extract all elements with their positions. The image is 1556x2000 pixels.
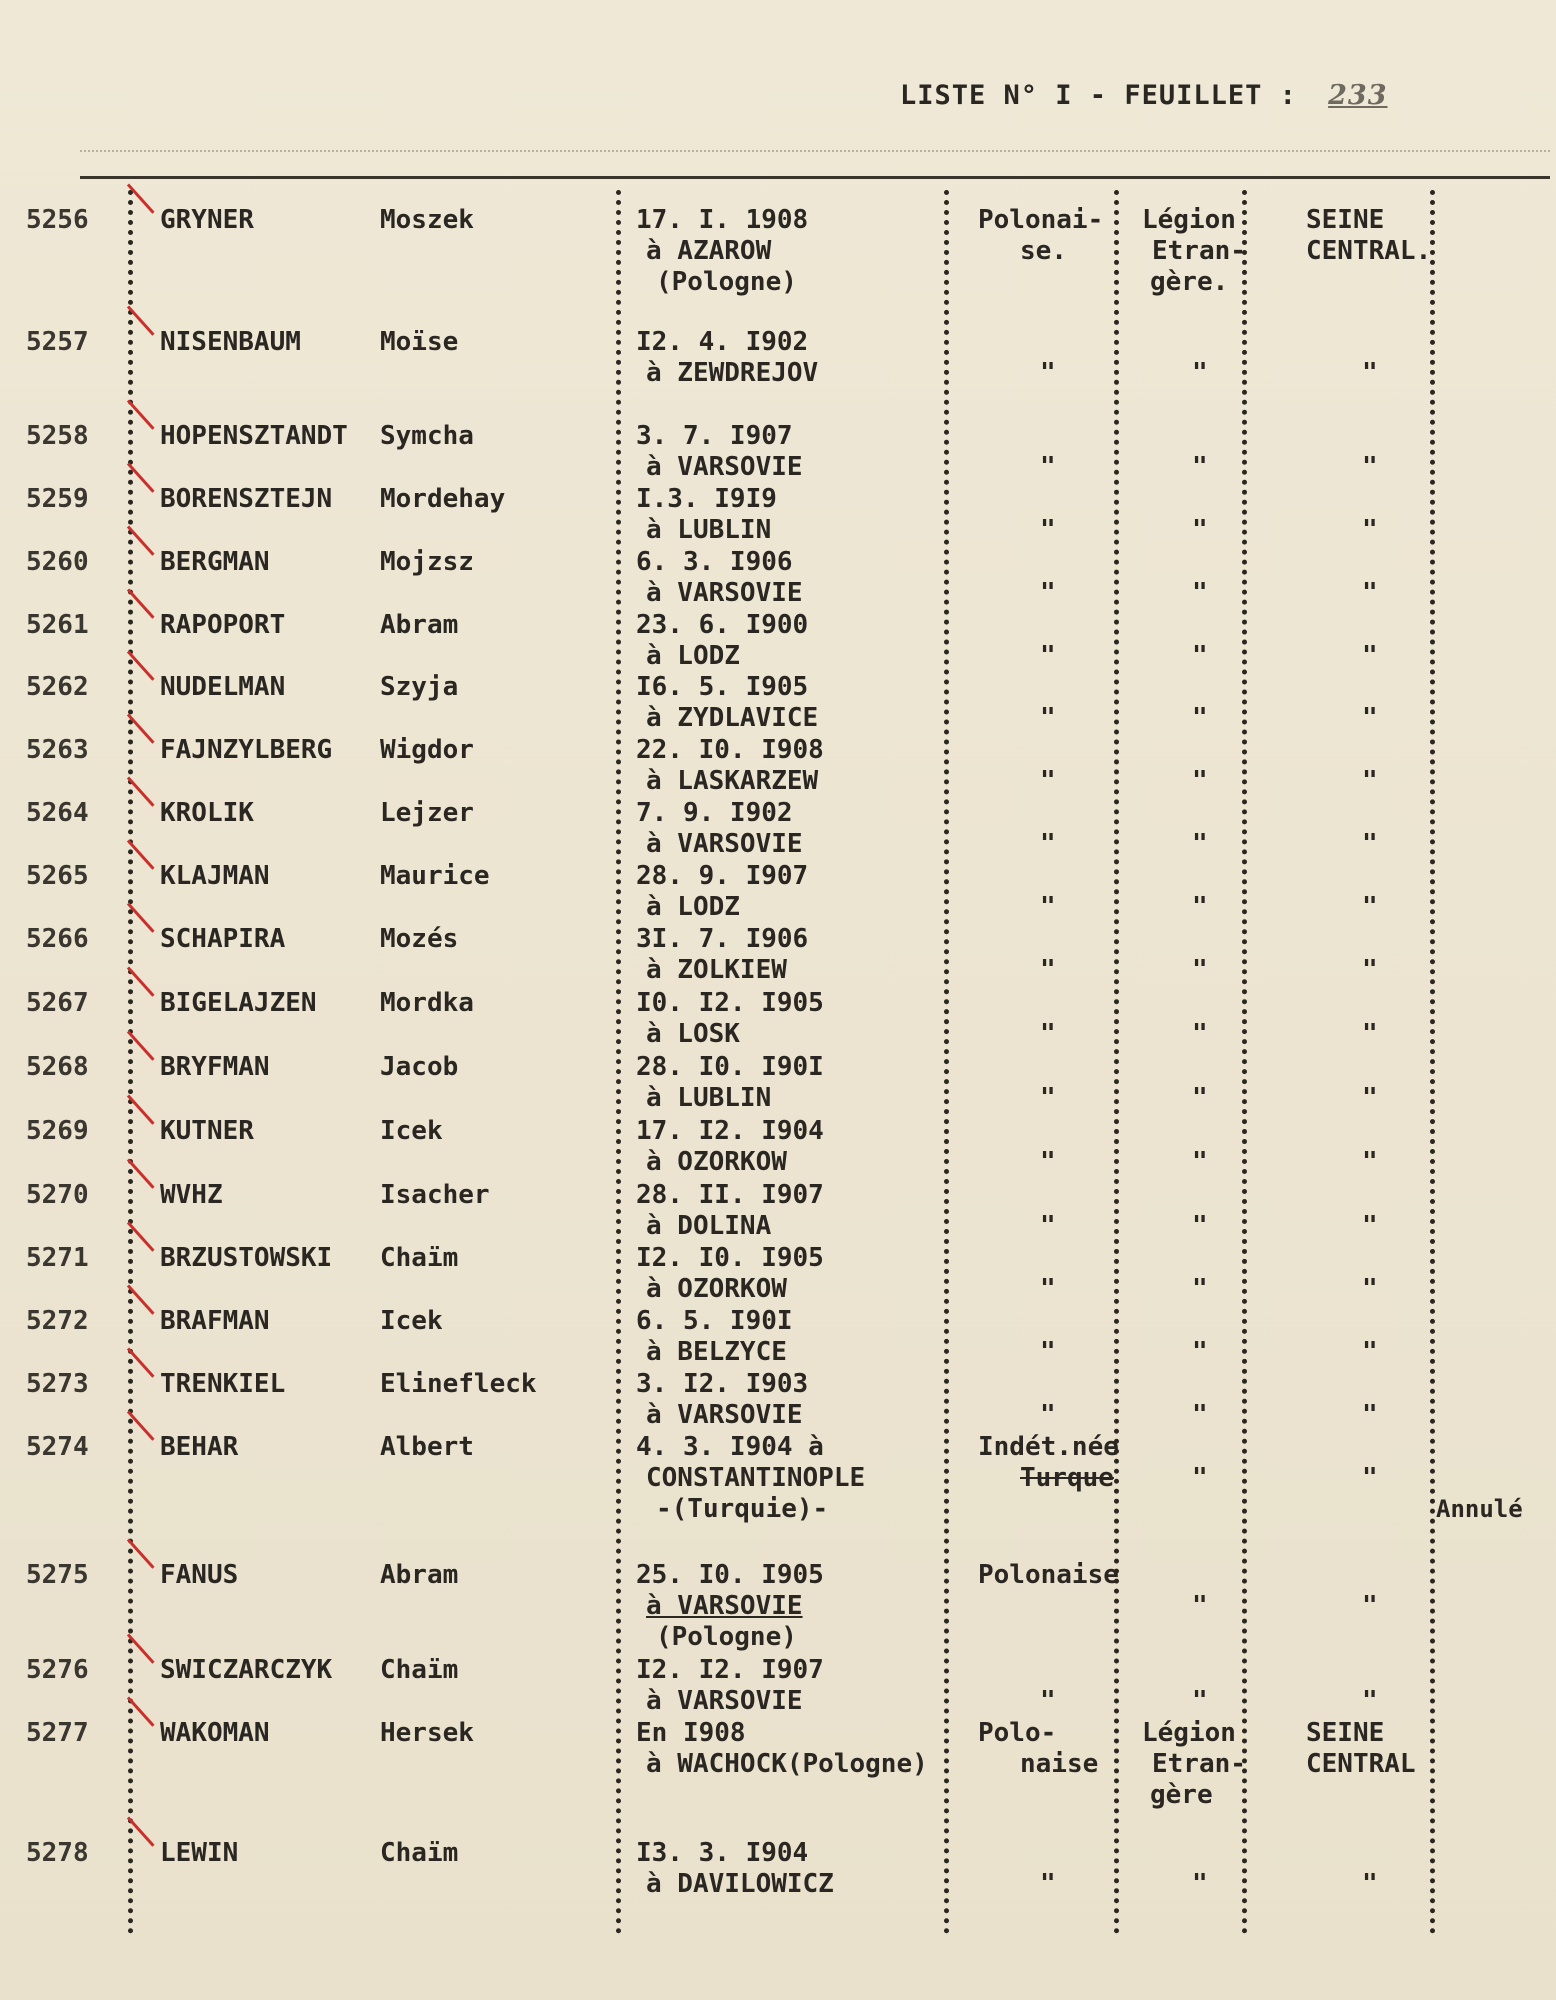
birth-date: I2. I0. I905 [636, 1243, 824, 1273]
first-name: Icek [380, 1306, 443, 1336]
birth-place: à ZOLKIEW [646, 955, 787, 985]
birth-place: à BELZYCE [646, 1337, 787, 1367]
first-name: Isacher [380, 1180, 490, 1210]
depot: SEINE [1306, 1718, 1385, 1748]
ditto-mark: " [1362, 829, 1378, 859]
entry-number: 5264 [26, 798, 89, 828]
surname: BRAFMAN [160, 1306, 270, 1336]
birth-place: à AZAROW [646, 236, 772, 266]
entry-number: 5261 [26, 610, 89, 640]
birth-place: à DAVILOWICZ [646, 1869, 834, 1899]
ditto-mark: " [1362, 1083, 1378, 1113]
ditto-mark: " [1192, 358, 1208, 388]
ditto-mark: " [1040, 1211, 1056, 1241]
entry-number: 5267 [26, 988, 89, 1018]
surname: BRZUSTOWSKI [160, 1243, 333, 1273]
annulled-note: Annulé [1436, 1495, 1523, 1523]
entry-number: 5263 [26, 735, 89, 765]
first-name: Jacob [380, 1052, 459, 1082]
birth-date: I0. I2. I905 [636, 988, 824, 1018]
ditto-mark: " [1362, 1019, 1378, 1049]
surname: KLAJMAN [160, 861, 270, 891]
birth-place: à WACHOCK(Pologne) [646, 1749, 928, 1779]
ditto-mark: " [1192, 703, 1208, 733]
first-name: Albert [380, 1432, 474, 1462]
entry-number: 5270 [26, 1180, 89, 1210]
ditto-mark: " [1362, 703, 1378, 733]
nationality: Polonaise [978, 1560, 1119, 1590]
surname: SCHAPIRA [160, 924, 286, 954]
ditto-mark: " [1040, 1686, 1056, 1716]
ditto-mark: " [1040, 1083, 1056, 1113]
first-name: Moïse [380, 327, 459, 357]
ditto-mark: " [1192, 578, 1208, 608]
birth-place: à LODZ [646, 641, 740, 671]
ditto-mark: " [1040, 955, 1056, 985]
birth-country: (Pologne) [656, 1622, 797, 1652]
birth-place: à LUBLIN [646, 515, 772, 545]
birth-date: 28. I0. I90I [636, 1052, 824, 1082]
first-name: Symcha [380, 421, 474, 451]
surname: BEHAR [160, 1432, 239, 1462]
ditto-mark: " [1362, 766, 1378, 796]
unit-cont: Etran- [1152, 236, 1246, 266]
surname: BORENSZTEJN [160, 484, 333, 514]
surname: NISENBAUM [160, 327, 301, 357]
first-name: Abram [380, 1560, 459, 1590]
first-name: Icek [380, 1116, 443, 1146]
birth-place: à VARSOVIE [646, 1591, 803, 1621]
birth-place: CONSTANTINOPLE [646, 1463, 866, 1493]
unit-cont2: gère. [1150, 267, 1229, 297]
nationality-cont: Turque [1020, 1463, 1114, 1493]
ditto-mark: " [1362, 892, 1378, 922]
ditto-mark: " [1040, 641, 1056, 671]
ditto-mark: " [1040, 1274, 1056, 1304]
ditto-mark: " [1362, 1686, 1378, 1716]
faint-rule [80, 150, 1550, 152]
surname: SWICZARCZYK [160, 1655, 333, 1685]
birth-date: 3I. 7. I906 [636, 924, 809, 954]
birth-place: à VARSOVIE [646, 578, 803, 608]
entry-number: 5266 [26, 924, 89, 954]
first-name: Elinefleck [380, 1369, 537, 1399]
surname: BERGMAN [160, 547, 270, 577]
nationality: Polo- [978, 1718, 1057, 1748]
birth-place: à OZORKOW [646, 1274, 787, 1304]
ditto-mark: " [1040, 892, 1056, 922]
entry-number: 5258 [26, 421, 89, 451]
ditto-mark: " [1192, 1591, 1208, 1621]
surname: WVHZ [160, 1180, 223, 1210]
first-name: Lejzer [380, 798, 474, 828]
surname: RAPOPORT [160, 610, 286, 640]
birth-place: à OZORKOW [646, 1147, 787, 1177]
birth-date: 17. I. 1908 [636, 205, 809, 235]
entry-number: 5265 [26, 861, 89, 891]
ditto-mark: " [1362, 515, 1378, 545]
ditto-mark: " [1040, 1147, 1056, 1177]
entry-number: 5256 [26, 205, 89, 235]
birth-date: 4. 3. I904 à [636, 1432, 824, 1462]
entry-number: 5274 [26, 1432, 89, 1462]
ditto-mark: " [1362, 1400, 1378, 1430]
ditto-mark: " [1040, 1400, 1056, 1430]
first-name: Mordka [380, 988, 474, 1018]
depot-cont: CENTRAL. [1306, 236, 1432, 266]
ditto-mark: " [1192, 1147, 1208, 1177]
first-name: Maurice [380, 861, 490, 891]
surname: TRENKIEL [160, 1369, 286, 1399]
birth-date: 17. I2. I904 [636, 1116, 824, 1146]
birth-place: à LOSK [646, 1019, 740, 1049]
birth-date: I3. 3. I904 [636, 1838, 809, 1868]
ditto-mark: " [1362, 452, 1378, 482]
ditto-mark: " [1362, 1337, 1378, 1367]
unit-cont2: gère [1150, 1780, 1213, 1810]
ditto-mark: " [1192, 1211, 1208, 1241]
birth-date: 3. 7. I907 [636, 421, 793, 451]
surname: FAJNZYLBERG [160, 735, 333, 765]
first-name: Mojzsz [380, 547, 474, 577]
surname: NUDELMAN [160, 672, 286, 702]
surname: FANUS [160, 1560, 239, 1590]
first-name: Moszek [380, 205, 474, 235]
birth-date: 6. 5. I90I [636, 1306, 793, 1336]
first-name: Mozés [380, 924, 459, 954]
unit-cont: Etran- [1152, 1749, 1246, 1779]
birth-place: à ZYDLAVICE [646, 703, 819, 733]
ditto-mark: " [1362, 358, 1378, 388]
ditto-mark: " [1362, 1869, 1378, 1899]
surname: KROLIK [160, 798, 254, 828]
ditto-mark: " [1040, 515, 1056, 545]
birth-place: à ZEWDREJOV [646, 358, 819, 388]
depot: SEINE [1306, 205, 1385, 235]
birth-country: -(Turquie)- [656, 1494, 829, 1524]
ditto-mark: " [1040, 452, 1056, 482]
birth-date: I2. 4. I902 [636, 327, 809, 357]
ditto-mark: " [1040, 1019, 1056, 1049]
unit: Légion [1142, 205, 1236, 235]
column-separator [128, 190, 133, 1935]
ditto-mark: " [1040, 703, 1056, 733]
ditto-mark: " [1362, 641, 1378, 671]
header-rule [80, 176, 1550, 179]
surname: GRYNER [160, 205, 254, 235]
birth-place: à VARSOVIE [646, 1686, 803, 1716]
column-separator [616, 190, 621, 1935]
birth-date: 6. 3. I906 [636, 547, 793, 577]
ditto-mark: " [1192, 515, 1208, 545]
surname: BIGELAJZEN [160, 988, 317, 1018]
ditto-mark: " [1040, 766, 1056, 796]
ditto-mark: " [1192, 829, 1208, 859]
birth-date: I2. I2. I907 [636, 1655, 824, 1685]
ditto-mark: " [1192, 1019, 1208, 1049]
ditto-mark: " [1192, 1337, 1208, 1367]
surname: WAKOMAN [160, 1718, 270, 1748]
birth-place: à LASKARZEW [646, 766, 819, 796]
ditto-mark: " [1192, 1274, 1208, 1304]
birth-date: 7. 9. I902 [636, 798, 793, 828]
birth-place: à DOLINA [646, 1211, 772, 1241]
page-number: 233 [1328, 80, 1388, 111]
birth-date: 25. I0. I905 [636, 1560, 824, 1590]
ditto-mark: " [1040, 1869, 1056, 1899]
entry-number: 5260 [26, 547, 89, 577]
surname: BRYFMAN [160, 1052, 270, 1082]
surname: HOPENSZTANDT [160, 421, 348, 451]
surname: KUTNER [160, 1116, 254, 1146]
sheet-header [900, 80, 1388, 111]
entry-number: 5269 [26, 1116, 89, 1146]
entry-number: 5271 [26, 1243, 89, 1273]
entry-number: 5262 [26, 672, 89, 702]
first-name: Chaïm [380, 1243, 459, 1273]
birth-date: I6. 5. I905 [636, 672, 809, 702]
ditto-mark: " [1040, 578, 1056, 608]
ditto-mark: " [1192, 1463, 1208, 1493]
birth-date: 28. II. I907 [636, 1180, 824, 1210]
nationality: Indét.née [978, 1432, 1119, 1462]
sheet-title: LISTE N° I - FEUILLET : [900, 80, 1297, 111]
ditto-mark: " [1192, 1083, 1208, 1113]
first-name: Hersek [380, 1718, 474, 1748]
birth-place: à LODZ [646, 892, 740, 922]
birth-place: à LUBLIN [646, 1083, 772, 1113]
nationality-cont: naise [1020, 1749, 1099, 1779]
birth-place: à VARSOVIE [646, 452, 803, 482]
ditto-mark: " [1362, 1211, 1378, 1241]
birth-date: En I908 [636, 1718, 746, 1748]
ditto-mark: " [1192, 1686, 1208, 1716]
birth-date: 3. I2. I903 [636, 1369, 809, 1399]
ditto-mark: " [1362, 1463, 1378, 1493]
ditto-mark: " [1192, 452, 1208, 482]
column-separator [1242, 190, 1247, 1935]
ditto-mark: " [1040, 1337, 1056, 1367]
first-name: Mordehay [380, 484, 506, 514]
ditto-mark: " [1362, 1274, 1378, 1304]
unit: Légion [1142, 1718, 1236, 1748]
birth-date: 28. 9. I907 [636, 861, 809, 891]
birth-date: 22. I0. I908 [636, 735, 824, 765]
entry-number: 5276 [26, 1655, 89, 1685]
entry-number: 5275 [26, 1560, 89, 1590]
entry-number: 5268 [26, 1052, 89, 1082]
birth-country: (Pologne) [656, 267, 797, 297]
entry-number: 5257 [26, 327, 89, 357]
entry-number: 5272 [26, 1306, 89, 1336]
ditto-mark: " [1362, 955, 1378, 985]
birth-place: à VARSOVIE [646, 829, 803, 859]
first-name: Szyja [380, 672, 459, 702]
depot-cont: CENTRAL [1306, 1749, 1416, 1779]
surname: LEWIN [160, 1838, 239, 1868]
ditto-mark: " [1040, 358, 1056, 388]
ditto-mark: " [1192, 1869, 1208, 1899]
entry-number: 5278 [26, 1838, 89, 1868]
ditto-mark: " [1192, 1400, 1208, 1430]
ditto-mark: " [1362, 1147, 1378, 1177]
birth-date: I.3. I9I9 [636, 484, 777, 514]
ditto-mark: " [1192, 892, 1208, 922]
column-separator [1114, 190, 1119, 1935]
birth-place: à VARSOVIE [646, 1400, 803, 1430]
column-separator [1430, 190, 1435, 1935]
ditto-mark: " [1362, 578, 1378, 608]
first-name: Wigdor [380, 735, 474, 765]
entry-number: 5273 [26, 1369, 89, 1399]
ditto-mark: " [1192, 641, 1208, 671]
ditto-mark: " [1192, 955, 1208, 985]
first-name: Chaïm [380, 1655, 459, 1685]
first-name: Abram [380, 610, 459, 640]
ditto-mark: " [1040, 829, 1056, 859]
entry-number: 5277 [26, 1718, 89, 1748]
column-separator [944, 190, 949, 1935]
birth-date: 23. 6. I900 [636, 610, 809, 640]
ditto-mark: " [1192, 766, 1208, 796]
ditto-mark: " [1362, 1591, 1378, 1621]
entry-number: 5259 [26, 484, 89, 514]
first-name: Chaïm [380, 1838, 459, 1868]
nationality-cont: se. [1020, 236, 1067, 266]
nationality: Polonai- [978, 205, 1104, 235]
